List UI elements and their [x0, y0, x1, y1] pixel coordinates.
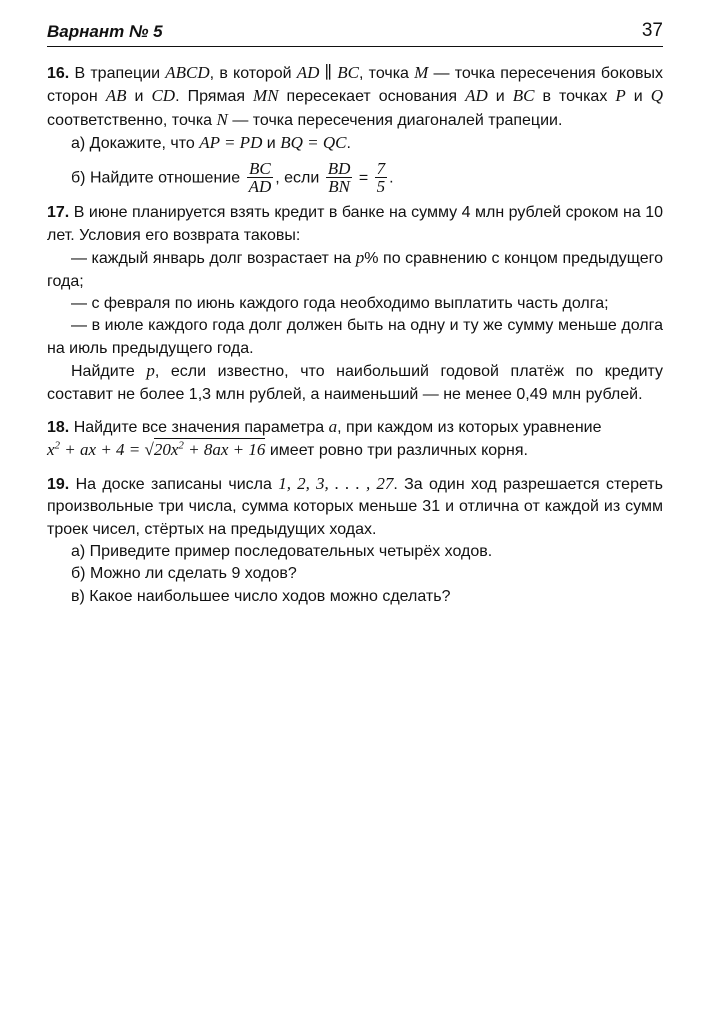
- problem-16-number: 16.: [47, 65, 70, 82]
- fraction-7-5: [375, 160, 388, 197]
- problem-16-text: [47, 62, 663, 132]
- text: =: [354, 169, 373, 187]
- math: ABCD: [165, 63, 210, 82]
- sqrt-sign: √: [144, 440, 154, 460]
- math: CD: [151, 86, 176, 106]
- problem-19-number: 19.: [47, 475, 70, 493]
- text: и: [262, 135, 281, 153]
- math: + ax + 4 =: [60, 440, 145, 460]
- math: AB: [105, 86, 127, 106]
- denominator: AD: [248, 177, 272, 197]
- text: , если известно, что наибольший годовой платёж по кредиту составит не более 1,3 млн рублей, а наименьший — не менее 0,49 млн рублей.: [47, 363, 664, 403]
- math: a: [328, 416, 338, 436]
- fraction-bc-ad: [247, 160, 274, 197]
- math: x: [47, 440, 55, 460]
- page-number: 37: [641, 20, 663, 41]
- equation-radicand: [154, 438, 266, 459]
- text: Найдите все значения параметра: [69, 418, 329, 436]
- text: В июне планируется взять кредит в банке на сумму 4 млн рублей сроком на 10 лет. Условия его возврата таковы:: [47, 204, 663, 244]
- problem-16-part-a: [47, 132, 663, 155]
- problem-17-condition-2: — с февраля по июнь каждого года необходимо выплатить часть долга;: [71, 294, 609, 312]
- problem-19-part-b: б) Можно ли сделать 9 ходов?: [71, 565, 297, 583]
- math: BQ = QC: [280, 133, 347, 153]
- math: MN: [253, 86, 279, 106]
- text: — точка пересечения диагоналей трапеции.: [227, 111, 563, 129]
- text: имеет ровно три различных корня.: [265, 442, 528, 460]
- problem-16-part-b: [47, 160, 663, 197]
- problem-19-part-c: в) Какое наибольшее число ходов можно сделать?: [71, 587, 451, 605]
- text: Найдите: [71, 363, 147, 381]
- problem-17-condition-1: [47, 247, 663, 293]
- math: Q: [650, 86, 663, 106]
- math: M: [414, 63, 429, 82]
- problem-19-text: [47, 473, 663, 541]
- math: P: [615, 86, 626, 106]
- text: .: [346, 135, 351, 153]
- text: . Прямая: [175, 88, 254, 106]
- text: и: [126, 88, 152, 106]
- math: p: [355, 248, 365, 268]
- text: , при каждом из которых уравнение: [337, 418, 602, 436]
- text: . За один ход разрешается стереть произвольные три числа, сумма которых меньше 31 и отлична от каждой из сумм троек чисел, стёртых на предыдущих ходах.: [47, 475, 664, 538]
- math: AD: [465, 86, 488, 106]
- problem-18-number: 18.: [47, 418, 70, 436]
- text: , точка: [359, 65, 415, 82]
- text: , в которой: [209, 65, 297, 82]
- text: и: [487, 88, 513, 106]
- exponent: 2: [54, 439, 61, 452]
- fraction-bd-bn: [326, 160, 353, 197]
- problem-19-part-a: а) Приведите пример последовательных четырёх ходов.: [71, 543, 493, 560]
- math: + 8ax + 16: [183, 440, 266, 460]
- math: p: [146, 361, 155, 381]
- numerator: 7: [376, 158, 386, 178]
- numerator: BC: [247, 160, 274, 179]
- math: AD ∥ BC: [296, 63, 360, 82]
- text: В трапеции: [69, 65, 166, 82]
- math: N: [216, 109, 228, 129]
- text: соответственно, точка: [47, 111, 217, 129]
- denominator: BN: [328, 177, 350, 197]
- problem-17-question: [47, 360, 663, 406]
- text: и: [625, 88, 651, 106]
- denominator: 5: [376, 177, 386, 197]
- page-header: [47, 18, 663, 47]
- text: .: [389, 169, 394, 187]
- math: BC: [512, 86, 535, 106]
- page-content: [47, 62, 663, 608]
- math: AP = PD: [199, 133, 263, 153]
- problem-17-number: 17.: [47, 204, 70, 222]
- equation-lhs: [47, 440, 145, 459]
- text: в точках: [534, 88, 616, 106]
- text: а) Докажите, что: [71, 135, 200, 153]
- variant-title: Варнант № 5: [47, 22, 163, 41]
- numerator: BD: [327, 158, 351, 178]
- text: % по сравнению с концом предыдущего года;: [47, 250, 663, 290]
- problem-18-text: [47, 416, 663, 463]
- exponent: 2: [178, 439, 184, 452]
- text: На доске записаны числа: [69, 475, 279, 493]
- text: — точка пересечения боковых сторон: [47, 65, 663, 106]
- text: б) Найдите отношение: [71, 169, 245, 187]
- math: 20x: [153, 440, 179, 460]
- text: пересекает основания: [278, 88, 466, 106]
- problem-17-text: [47, 202, 663, 247]
- text: — каждый январь долг возрастает на: [71, 250, 356, 268]
- text: , если: [275, 169, 324, 187]
- problem-17-condition-3: — в июле каждого года долг должен быть на одну и ту же сумму меньше долга на июль предыдущего года.: [47, 317, 663, 357]
- math: 1, 2, 3, . . . , 27: [278, 473, 394, 493]
